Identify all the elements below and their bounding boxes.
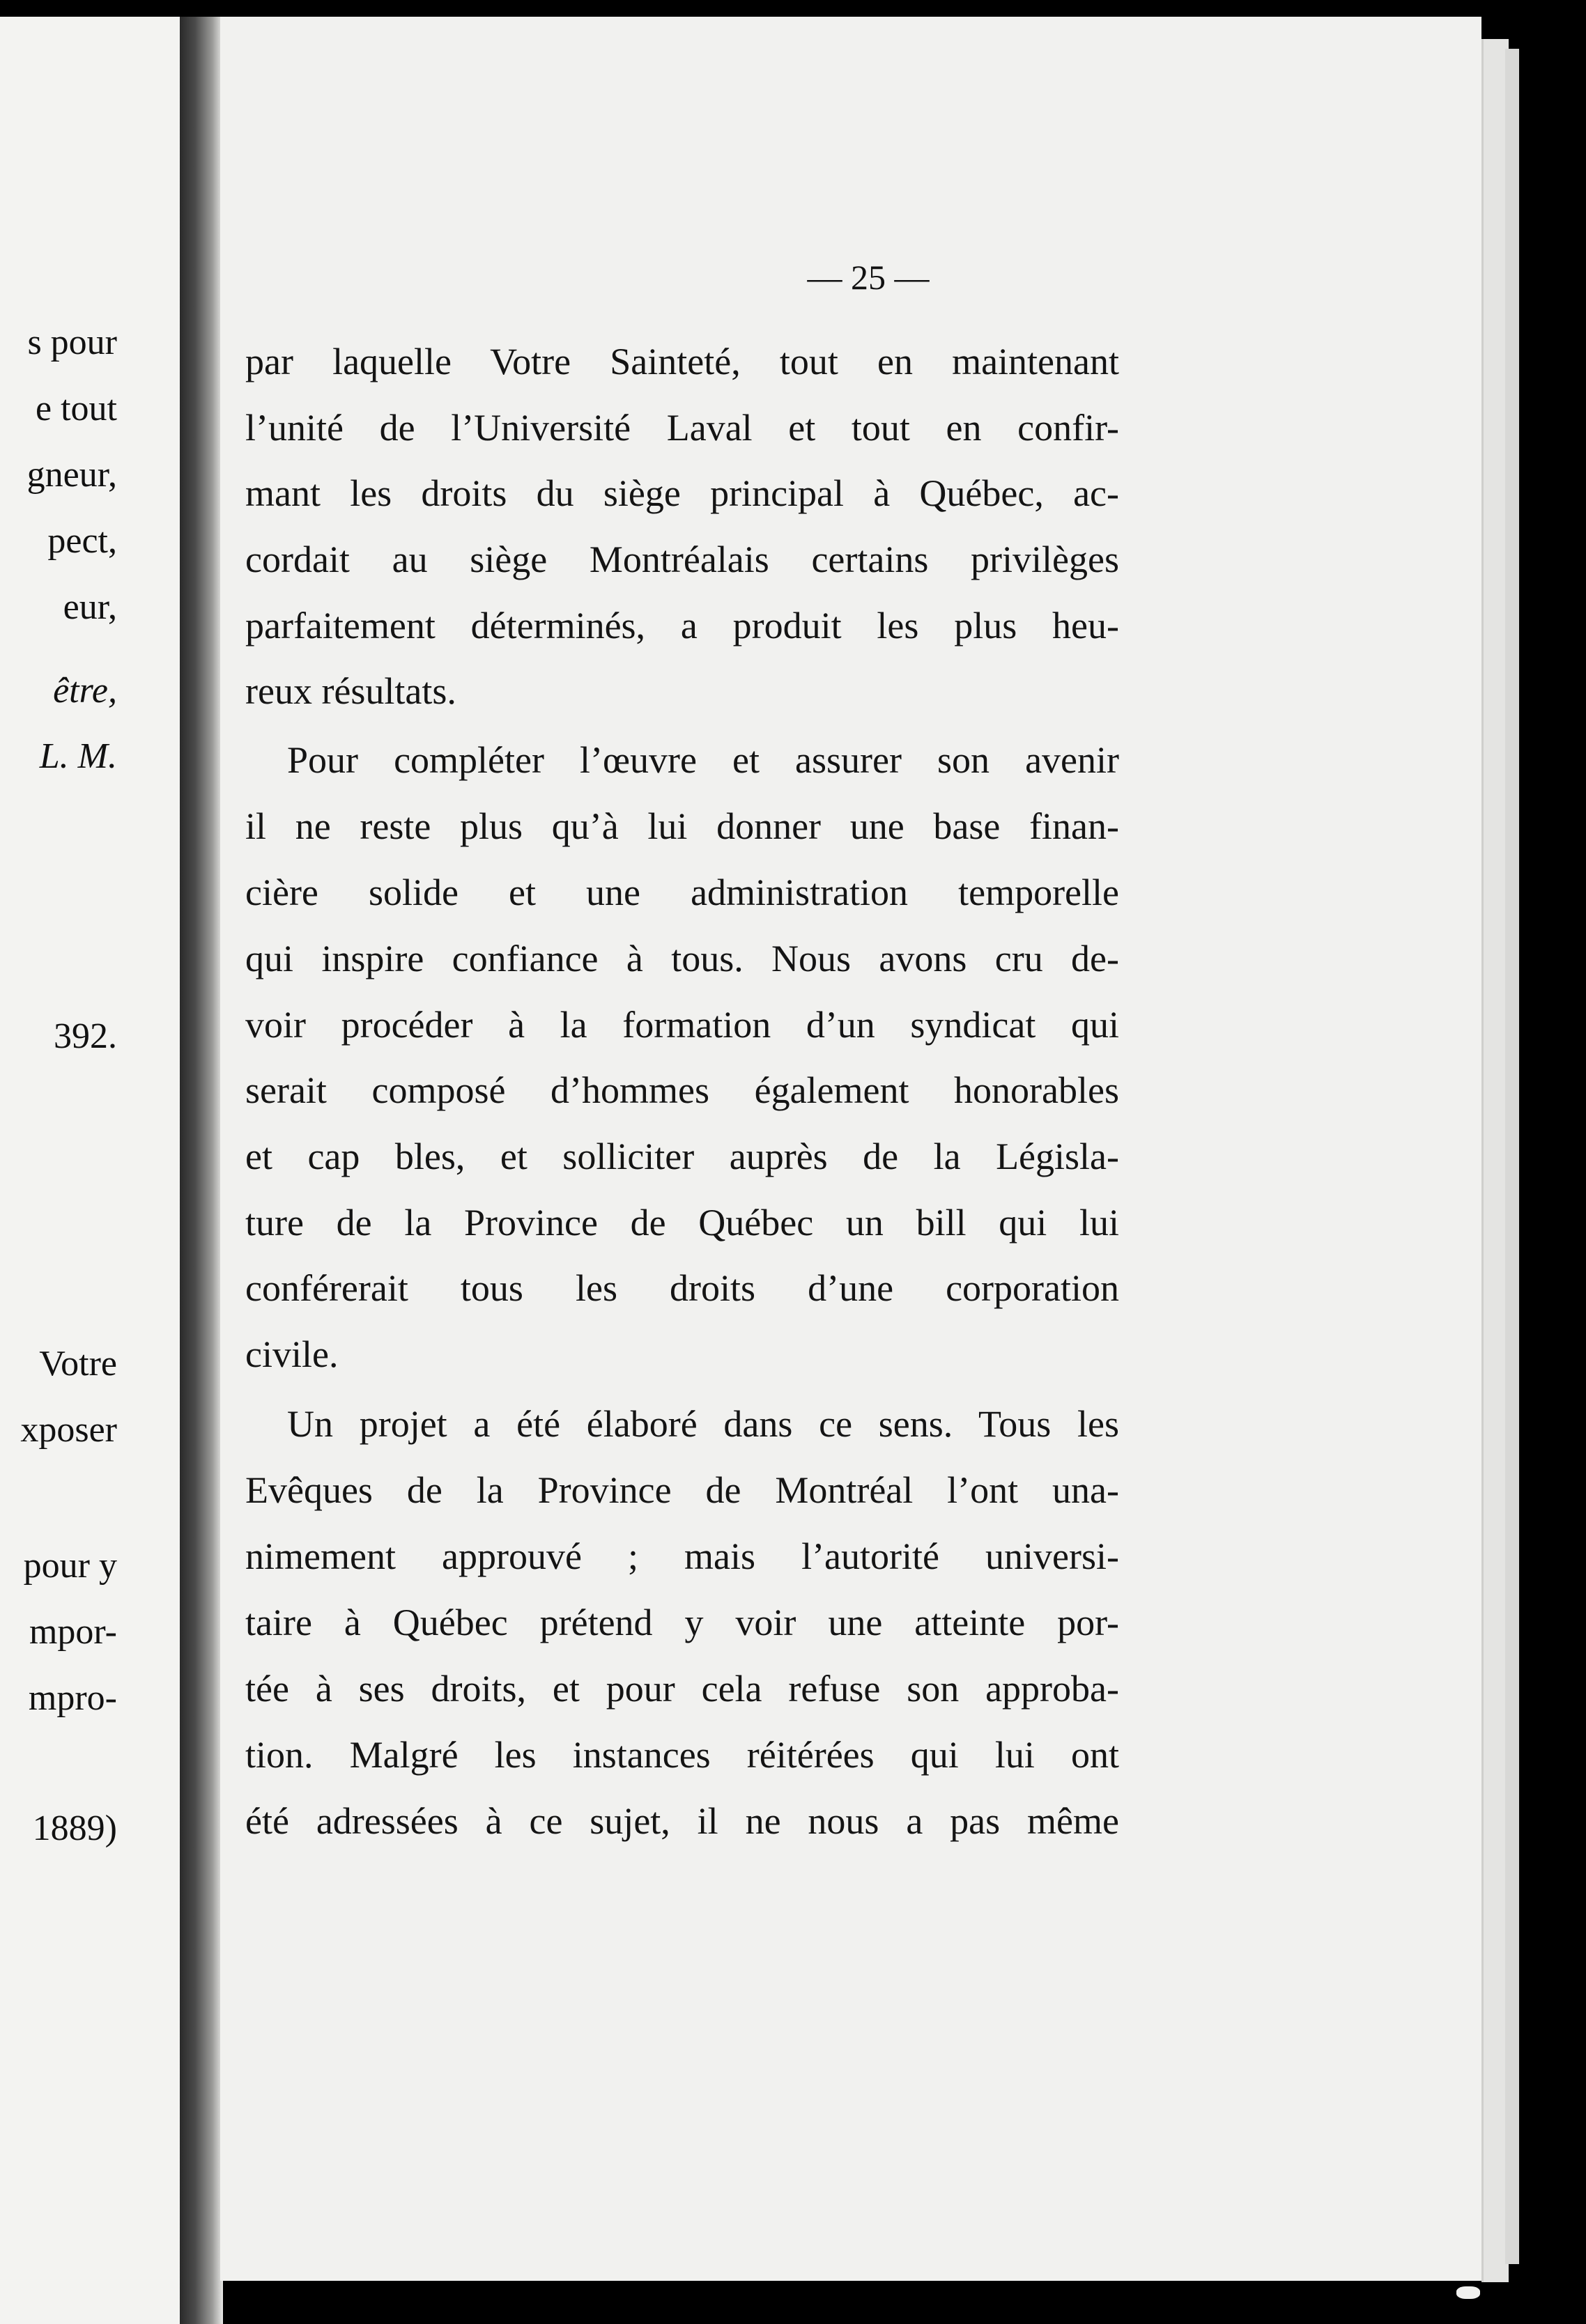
body-text-line: cordait au siège Montréalais certains privilèges [245, 539, 1119, 580]
body-text-line: civile. [245, 1333, 339, 1375]
body-text-line: serait composé d’hommes également honorables [245, 1069, 1119, 1111]
left-page-fragment: mpro- [28, 1678, 117, 1718]
body-text-line: par laquelle Votre Sainteté, tout en maintenant [245, 341, 1119, 382]
body-text-line: nimement approuvé ; mais l’autorité universi- [245, 1535, 1119, 1577]
body-text-line: qui inspire confiance à tous. Nous avons cru de- [245, 938, 1119, 979]
scan-speck [1456, 2286, 1480, 2299]
body-text-line: Evêques de la Province de Montréal l’ont una- [245, 1469, 1119, 1511]
left-page-fragment: L. M. [39, 736, 117, 776]
left-page-fragment: pect, [47, 521, 117, 561]
body-text-line: reux résultats. [245, 670, 456, 712]
left-facing-page [0, 17, 183, 2324]
left-page-fragment: s pour [27, 323, 117, 362]
body-text-line: et cap bles, et solliciter auprès de la Législa- [245, 1136, 1119, 1177]
page-number: — 25 — [807, 258, 930, 297]
body-text-line: il ne reste plus qu’à lui donner une base finan- [245, 805, 1119, 847]
book-gutter-shadow [180, 17, 223, 2324]
body-text-line: conférerait tous les droits d’une corporation [245, 1267, 1119, 1309]
body-text-line: voir procéder à la formation d’un syndicat qui [245, 1004, 1119, 1046]
body-text-line: mant les droits du siège principal à Québec, ac- [245, 472, 1119, 514]
left-page-fragment: 392. [54, 1016, 117, 1056]
body-text-line: cière solide et une administration temporelle [245, 872, 1119, 913]
left-page-fragment: mpor- [29, 1612, 117, 1652]
left-page-fragment: pour y [23, 1546, 117, 1586]
body-text-line: tion. Malgré les instances réitérées qui lui ont [245, 1734, 1119, 1776]
left-page-fragment: e tout [36, 389, 117, 428]
left-page-fragment: xposer [20, 1410, 117, 1450]
body-text-line: tée à ses droits, et pour cela refuse son approba- [245, 1668, 1119, 1710]
body-text-line: ture de la Province de Québec un bill qui lui [245, 1202, 1119, 1244]
paragraph-first-line: Pour compléter l’œuvre et assurer son avenir [287, 739, 1119, 781]
page-stack-edge [1505, 49, 1519, 2264]
body-text-line: taire à Québec prétend y voir une atteinte por- [245, 1602, 1119, 1643]
body-text-line: parfaitement déterminés, a produit les plus heu- [245, 605, 1119, 646]
left-page-fragment: être, [53, 671, 117, 711]
right-page [220, 17, 1481, 2281]
paragraph-first-line: Un projet a été élaboré dans ce sens. Tous les [287, 1403, 1119, 1445]
left-page-fragment: gneur, [26, 455, 117, 495]
body-text-line: été adressées à ce sujet, il ne nous a pas même [245, 1800, 1119, 1842]
body-text-line: l’unité de l’Université Laval et tout en confir- [245, 407, 1119, 449]
left-page-fragment: eur, [63, 587, 117, 627]
left-page-fragment: Votre [39, 1344, 117, 1384]
left-page-fragment: 1889) [32, 1808, 117, 1848]
